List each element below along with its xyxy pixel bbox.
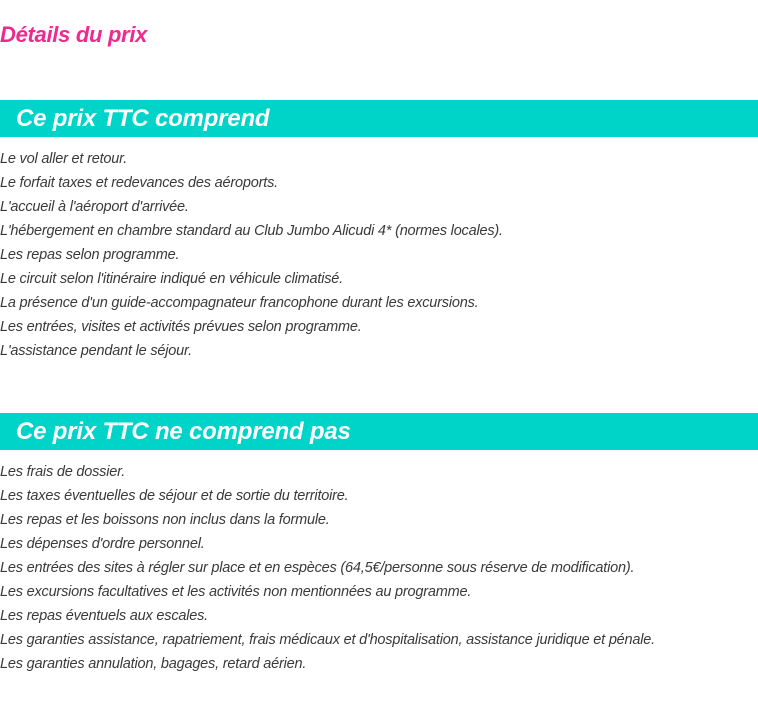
- list-item: La présence d'un guide-accompagnateur francophone durant les excursions.: [0, 295, 479, 311]
- list-item: Les garanties annulation, bagages, retard aérien.: [0, 656, 307, 672]
- list-item: L'accueil à l'aéroport d'arrivée.: [0, 199, 189, 215]
- list-item: Les frais de dossier.: [0, 464, 126, 480]
- included-items-list: [0, 147, 758, 363]
- list-item: L'assistance pendant le séjour.: [0, 343, 192, 359]
- list-item: Les garanties assistance, rapatriement, frais médicaux et d'hospitalisation, assistance juridique et pénale.: [0, 632, 655, 648]
- list-item: Les excursions facultatives et les activités non mentionnées au programme.: [0, 584, 472, 600]
- list-item: Les entrées, visites et activités prévues selon programme.: [0, 319, 362, 335]
- list-item: Les repas et les boissons non inclus dans la formule.: [0, 512, 330, 528]
- included-section-header: Ce prix TTC comprend: [0, 100, 758, 137]
- list-item: Les dépenses d'ordre personnel.: [0, 536, 205, 552]
- excluded-section-header: Ce prix TTC ne comprend pas: [0, 413, 758, 450]
- list-item: Les taxes éventuelles de séjour et de sortie du territoire.: [0, 488, 349, 504]
- list-item: Les repas selon programme.: [0, 247, 180, 263]
- list-item: Le circuit selon l'itinéraire indiqué en véhicule climatisé.: [0, 271, 343, 287]
- list-item: Le vol aller et retour.: [0, 151, 128, 167]
- excluded-items-list: [0, 460, 758, 676]
- list-item: Le forfait taxes et redevances des aéroports.: [0, 175, 278, 191]
- list-item: Les repas éventuels aux escales.: [0, 608, 209, 624]
- list-item: Les entrées des sites à régler sur place et en espèces (64,5€/personne sous réserve de modification).: [0, 560, 635, 576]
- list-item: L'hébergement en chambre standard au Club Jumbo Alicudi 4* (normes locales).: [0, 223, 503, 239]
- page-title: Détails du prix: [0, 22, 148, 47]
